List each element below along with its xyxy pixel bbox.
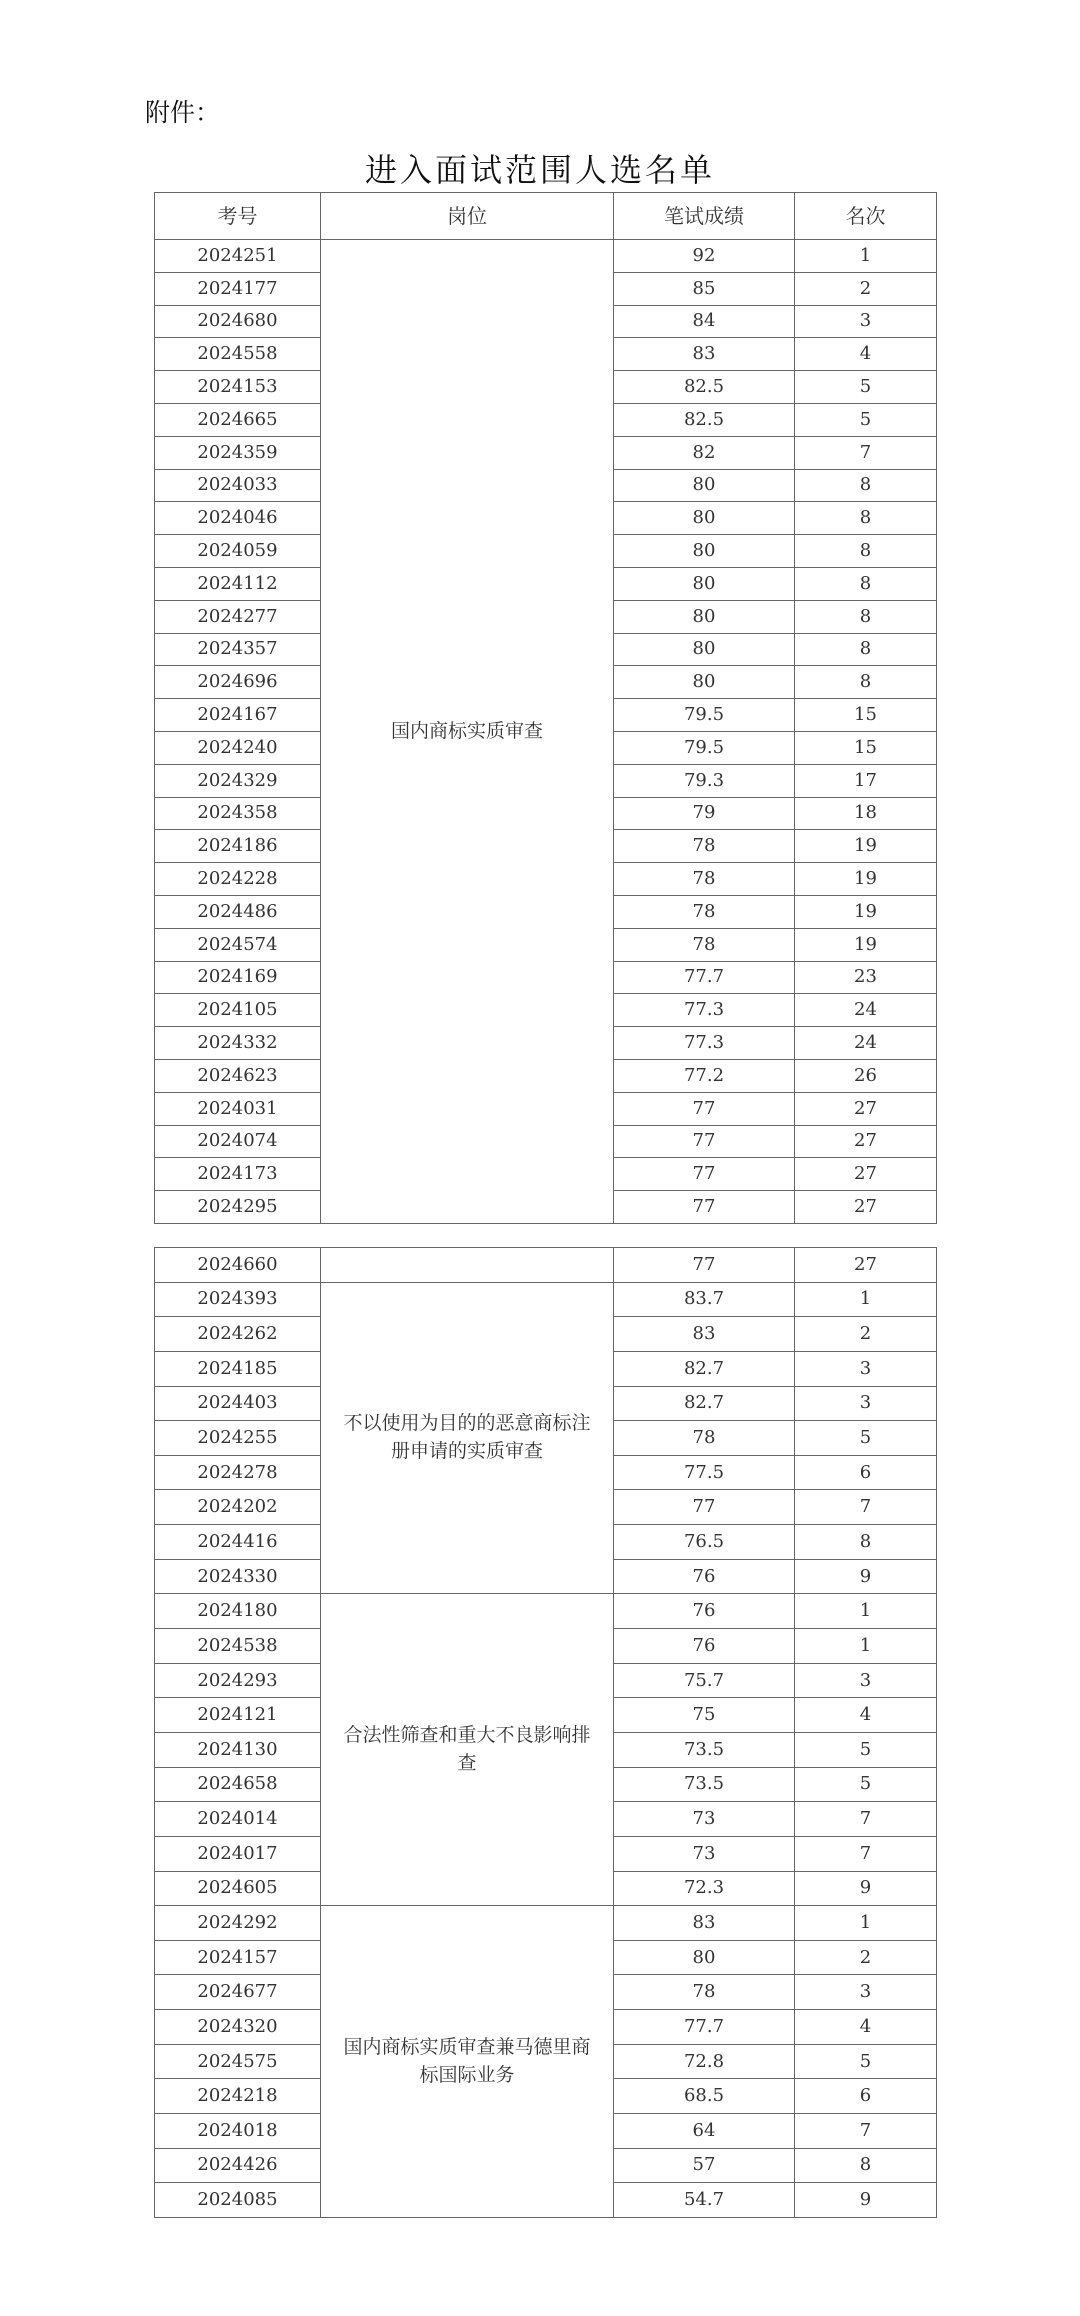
score-cell: 73 <box>614 1802 795 1837</box>
score-cell: 85 <box>614 272 795 305</box>
exam-no-cell: 2024255 <box>155 1421 321 1456</box>
score-cell: 72.3 <box>614 1871 795 1906</box>
header-rank: 名次 <box>795 193 937 240</box>
rank-cell: 19 <box>795 895 937 928</box>
score-cell: 82.7 <box>614 1386 795 1421</box>
exam-no-cell: 2024112 <box>155 567 321 600</box>
exam-no-cell: 2024278 <box>155 1455 321 1490</box>
score-cell: 80 <box>614 600 795 633</box>
rank-cell: 2 <box>795 1317 937 1352</box>
score-cell: 76 <box>614 1629 795 1664</box>
score-cell: 78 <box>614 928 795 961</box>
score-cell: 79 <box>614 797 795 830</box>
score-cell: 82.7 <box>614 1351 795 1386</box>
rank-cell: 5 <box>795 371 937 404</box>
score-cell: 68.5 <box>614 2079 795 2114</box>
score-cell: 79.5 <box>614 699 795 732</box>
exam-no-cell: 2024169 <box>155 961 321 994</box>
rank-cell: 5 <box>795 2044 937 2079</box>
rank-cell: 7 <box>795 1836 937 1871</box>
exam-no-cell: 2024018 <box>155 2114 321 2149</box>
rank-cell: 8 <box>795 2148 937 2183</box>
table-row <box>155 1906 937 1941</box>
exam-no-cell: 2024293 <box>155 1663 321 1698</box>
score-cell: 92 <box>614 240 795 273</box>
position-cell: 不以使用为目的的恶意商标注册申请的实质审查 <box>321 1282 614 1594</box>
rank-cell: 1 <box>795 1594 937 1629</box>
rank-cell: 7 <box>795 436 937 469</box>
rank-cell: 27 <box>795 1158 937 1191</box>
score-cell: 77 <box>614 1092 795 1125</box>
rank-cell: 18 <box>795 797 937 830</box>
header-position: 岗位 <box>321 193 614 240</box>
exam-no-cell: 2024277 <box>155 600 321 633</box>
rank-cell: 8 <box>795 666 937 699</box>
exam-no-cell: 2024251 <box>155 240 321 273</box>
rank-cell: 8 <box>795 535 937 568</box>
rank-cell: 27 <box>795 1092 937 1125</box>
exam-no-cell: 2024153 <box>155 371 321 404</box>
exam-no-cell: 2024292 <box>155 1906 321 1941</box>
exam-no-cell: 2024240 <box>155 731 321 764</box>
rank-cell: 23 <box>795 961 937 994</box>
candidate-table-page-1 <box>154 192 937 1224</box>
exam-no-cell: 2024393 <box>155 1282 321 1317</box>
rank-cell: 3 <box>795 1386 937 1421</box>
header-exam-no: 考号 <box>155 193 321 240</box>
rank-cell: 24 <box>795 994 937 1027</box>
rank-cell: 15 <box>795 699 937 732</box>
score-cell: 83 <box>614 338 795 371</box>
rank-cell: 4 <box>795 2010 937 2045</box>
rank-cell: 15 <box>795 731 937 764</box>
exam-no-cell: 2024623 <box>155 1059 321 1092</box>
rank-cell: 7 <box>795 2114 937 2149</box>
score-cell: 78 <box>614 1975 795 2010</box>
table-row <box>155 240 937 273</box>
exam-no-cell: 2024167 <box>155 699 321 732</box>
exam-no-cell: 2024416 <box>155 1525 321 1560</box>
exam-no-cell: 2024330 <box>155 1559 321 1594</box>
score-cell: 77 <box>614 1125 795 1158</box>
exam-no-cell: 2024665 <box>155 403 321 436</box>
rank-cell: 2 <box>795 272 937 305</box>
score-cell: 77 <box>614 1191 795 1224</box>
exam-no-cell: 2024605 <box>155 1871 321 1906</box>
exam-no-cell: 2024046 <box>155 502 321 535</box>
exam-no-cell: 2024180 <box>155 1594 321 1629</box>
exam-no-cell: 2024677 <box>155 1975 321 2010</box>
exam-no-cell: 2024359 <box>155 436 321 469</box>
rank-cell: 27 <box>795 1125 937 1158</box>
rank-cell: 19 <box>795 863 937 896</box>
exam-no-cell: 2024320 <box>155 2010 321 2045</box>
rank-cell: 5 <box>795 1421 937 1456</box>
score-cell: 72.8 <box>614 2044 795 2079</box>
score-cell: 77 <box>614 1490 795 1525</box>
score-cell: 77.5 <box>614 1455 795 1490</box>
rank-cell: 8 <box>795 633 937 666</box>
rank-cell: 3 <box>795 305 937 338</box>
exam-no-cell: 2024357 <box>155 633 321 666</box>
attachment-label: 附件： <box>145 98 221 127</box>
score-cell: 76.5 <box>614 1525 795 1560</box>
exam-no-cell: 2024329 <box>155 764 321 797</box>
exam-no-cell: 2024173 <box>155 1158 321 1191</box>
exam-no-cell: 2024059 <box>155 535 321 568</box>
score-cell: 77.3 <box>614 994 795 1027</box>
rank-cell: 5 <box>795 1767 937 1802</box>
rank-cell: 5 <box>795 1732 937 1767</box>
score-cell: 82.5 <box>614 403 795 436</box>
rank-cell: 7 <box>795 1802 937 1837</box>
score-cell: 80 <box>614 633 795 666</box>
rank-cell: 8 <box>795 1525 937 1560</box>
rank-cell: 5 <box>795 403 937 436</box>
rank-cell: 4 <box>795 338 937 371</box>
position-cell: 国内商标实质审查兼马德里商标国际业务 <box>321 1906 614 2218</box>
score-cell: 78 <box>614 830 795 863</box>
exam-no-cell: 2024085 <box>155 2183 321 2218</box>
table-row <box>155 1282 937 1317</box>
exam-no-cell: 2024486 <box>155 895 321 928</box>
exam-no-cell: 2024177 <box>155 272 321 305</box>
score-cell: 73 <box>614 1836 795 1871</box>
exam-no-cell: 2024014 <box>155 1802 321 1837</box>
exam-no-cell: 2024031 <box>155 1092 321 1125</box>
rank-cell: 3 <box>795 1975 937 2010</box>
position-cell <box>321 1248 614 1283</box>
score-cell: 78 <box>614 895 795 928</box>
rank-cell: 9 <box>795 1871 937 1906</box>
score-cell: 83 <box>614 1317 795 1352</box>
exam-no-cell: 2024660 <box>155 1248 321 1283</box>
score-cell: 82 <box>614 436 795 469</box>
exam-no-cell: 2024403 <box>155 1386 321 1421</box>
exam-no-cell: 2024558 <box>155 338 321 371</box>
rank-cell: 8 <box>795 502 937 535</box>
rank-cell: 8 <box>795 600 937 633</box>
score-cell: 76 <box>614 1559 795 1594</box>
rank-cell: 19 <box>795 928 937 961</box>
rank-cell: 27 <box>795 1248 937 1283</box>
score-cell: 79.3 <box>614 764 795 797</box>
exam-no-cell: 2024332 <box>155 1027 321 1060</box>
rank-cell: 3 <box>795 1351 937 1386</box>
exam-no-cell: 2024658 <box>155 1767 321 1802</box>
score-cell: 77.7 <box>614 2010 795 2045</box>
score-cell: 75.7 <box>614 1663 795 1698</box>
exam-no-cell: 2024074 <box>155 1125 321 1158</box>
score-cell: 82.5 <box>614 371 795 404</box>
position-cell: 合法性筛查和重大不良影响排查 <box>321 1594 614 1906</box>
page-title: 进入面试范围人选名单 <box>364 151 715 189</box>
exam-no-cell: 2024575 <box>155 2044 321 2079</box>
exam-no-cell: 2024262 <box>155 1317 321 1352</box>
score-cell: 83.7 <box>614 1282 795 1317</box>
score-cell: 80 <box>614 567 795 600</box>
rank-cell: 9 <box>795 2183 937 2218</box>
score-cell: 77.2 <box>614 1059 795 1092</box>
rank-cell: 6 <box>795 2079 937 2114</box>
candidate-table-page-2 <box>154 1247 937 2218</box>
rank-cell: 27 <box>795 1191 937 1224</box>
score-cell: 78 <box>614 863 795 896</box>
score-cell: 57 <box>614 2148 795 2183</box>
score-cell: 80 <box>614 469 795 502</box>
rank-cell: 2 <box>795 1940 937 1975</box>
score-cell: 77.3 <box>614 1027 795 1060</box>
rank-cell: 1 <box>795 240 937 273</box>
rank-cell: 26 <box>795 1059 937 1092</box>
rank-cell: 6 <box>795 1455 937 1490</box>
rank-cell: 17 <box>795 764 937 797</box>
exam-no-cell: 2024185 <box>155 1351 321 1386</box>
score-cell: 77 <box>614 1158 795 1191</box>
exam-no-cell: 2024696 <box>155 666 321 699</box>
score-cell: 83 <box>614 1906 795 1941</box>
score-cell: 73.5 <box>614 1732 795 1767</box>
rank-cell: 1 <box>795 1906 937 1941</box>
score-cell: 73.5 <box>614 1767 795 1802</box>
score-cell: 77 <box>614 1248 795 1283</box>
score-cell: 78 <box>614 1421 795 1456</box>
exam-no-cell: 2024538 <box>155 1629 321 1664</box>
exam-no-cell: 2024358 <box>155 797 321 830</box>
rank-cell: 9 <box>795 1559 937 1594</box>
score-cell: 80 <box>614 502 795 535</box>
rank-cell: 19 <box>795 830 937 863</box>
exam-no-cell: 2024157 <box>155 1940 321 1975</box>
score-cell: 80 <box>614 1940 795 1975</box>
exam-no-cell: 2024202 <box>155 1490 321 1525</box>
exam-no-cell: 2024186 <box>155 830 321 863</box>
table-row <box>155 1594 937 1629</box>
rank-cell: 3 <box>795 1663 937 1698</box>
rank-cell: 4 <box>795 1698 937 1733</box>
exam-no-cell: 2024121 <box>155 1698 321 1733</box>
exam-no-cell: 2024295 <box>155 1191 321 1224</box>
score-cell: 64 <box>614 2114 795 2149</box>
exam-no-cell: 2024680 <box>155 305 321 338</box>
score-cell: 54.7 <box>614 2183 795 2218</box>
exam-no-cell: 2024218 <box>155 2079 321 2114</box>
exam-no-cell: 2024574 <box>155 928 321 961</box>
rank-cell: 7 <box>795 1490 937 1525</box>
exam-no-cell: 2024017 <box>155 1836 321 1871</box>
rank-cell: 1 <box>795 1282 937 1317</box>
rank-cell: 24 <box>795 1027 937 1060</box>
table-header-row <box>155 193 937 240</box>
exam-no-cell: 2024228 <box>155 863 321 896</box>
exam-no-cell: 2024105 <box>155 994 321 1027</box>
rank-cell: 1 <box>795 1629 937 1664</box>
score-cell: 80 <box>614 535 795 568</box>
score-cell: 84 <box>614 305 795 338</box>
exam-no-cell: 2024426 <box>155 2148 321 2183</box>
exam-no-cell: 2024033 <box>155 469 321 502</box>
score-cell: 79.5 <box>614 731 795 764</box>
score-cell: 75 <box>614 1698 795 1733</box>
exam-no-cell: 2024130 <box>155 1732 321 1767</box>
rank-cell: 8 <box>795 469 937 502</box>
position-cell: 国内商标实质审查 <box>321 240 614 1224</box>
score-cell: 77.7 <box>614 961 795 994</box>
rank-cell: 8 <box>795 567 937 600</box>
header-score: 笔试成绩 <box>614 193 795 240</box>
score-cell: 76 <box>614 1594 795 1629</box>
score-cell: 80 <box>614 666 795 699</box>
table-row <box>155 1248 937 1283</box>
